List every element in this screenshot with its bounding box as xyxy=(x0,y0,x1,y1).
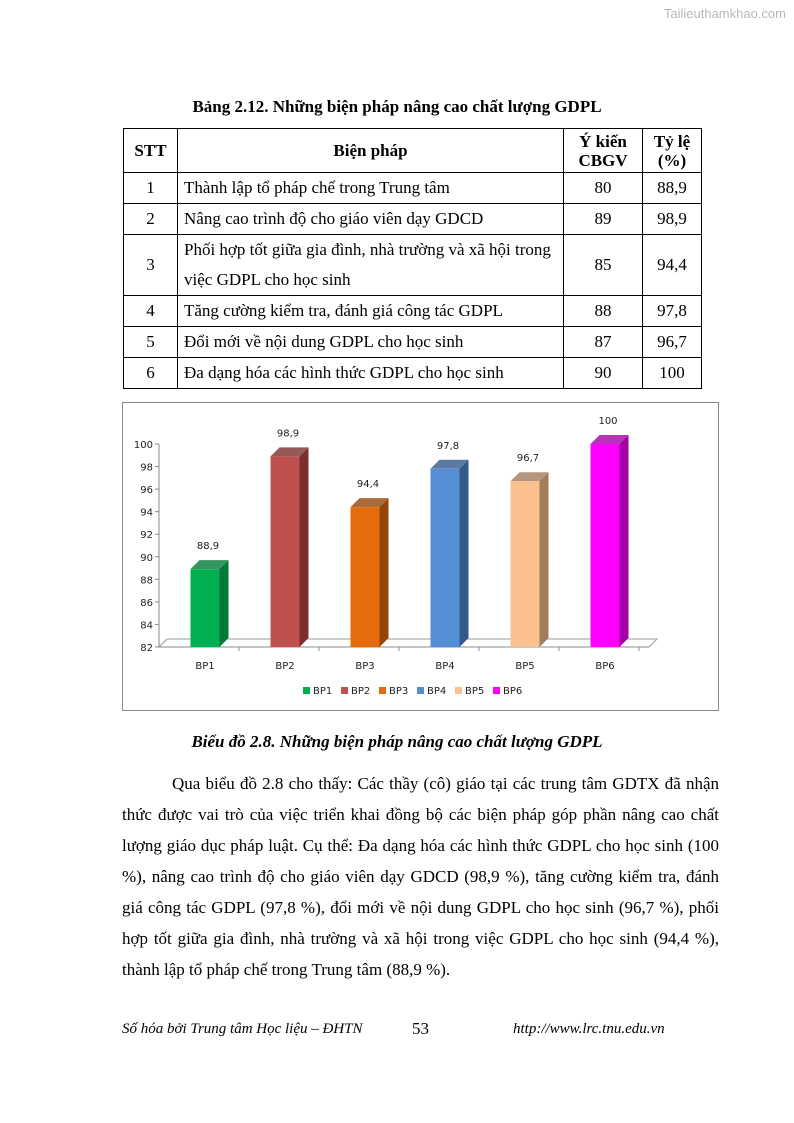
cell-measure: Đổi mới về nội dung GDPL cho học sinh xyxy=(178,327,564,358)
bar-side xyxy=(460,460,469,647)
cell-rate: 97,8 xyxy=(643,296,702,327)
cell-opinion: 85 xyxy=(564,235,643,296)
y-tick-label: 90 xyxy=(140,552,153,564)
cell-opinion: 90 xyxy=(564,358,643,389)
bar-bp5 xyxy=(511,481,540,647)
body-paragraph: Qua biểu đồ 2.8 cho thấy: Các thầy (cô) giáo tại các trung tâm GDTX đã nhận thức được vai trò của việc triển khai đồng bộ các biện pháp góp phần nâng cao chất lượng giáo dục pháp luật. Cụ thể: Đa dạng hóa các hình thức GDPL cho học sinh (100 %), nâng cao trình độ cho giáo viên dạy GDCD (98,9 %), tăng cường kiểm tra, đánh giá công tác GDPL (97,8 %), đổi mới về nội dung GDPL cho học sinh (96,7 %), phối hợp tốt giữa gia đình, nhà trường và xã hội trong việc GDPL cho học sinh (94,4 %), thành lập tổ pháp chế trong Trung tâm (88,9 %). xyxy=(122,774,719,979)
cell-stt: 5 xyxy=(124,327,178,358)
cell-measure: Nâng cao trình độ cho giáo viên dạy GDCD xyxy=(178,204,564,235)
cell-rate: 98,9 xyxy=(643,204,702,235)
cell-rate: 94,4 xyxy=(643,235,702,296)
legend-swatch xyxy=(493,687,500,694)
table-row xyxy=(124,173,702,204)
cell-rate: 96,7 xyxy=(643,327,702,358)
chart-caption: Biểu đồ 2.8. Những biện pháp nâng cao chất lượng GDPL xyxy=(191,732,603,751)
y-tick-label: 98 xyxy=(140,462,153,474)
x-tick-label: BP5 xyxy=(515,661,535,672)
data-label: 94,4 xyxy=(356,479,380,491)
legend-label: BP6 xyxy=(503,686,523,697)
cell-opinion: 80 xyxy=(564,173,643,204)
legend-label: BP1 xyxy=(313,686,333,697)
watermark: Tailieuthamkhao.com xyxy=(663,6,786,21)
cell-measure: Tăng cường kiểm tra, đánh giá công tác GDPL xyxy=(178,296,564,327)
data-label: 88,9 xyxy=(196,541,220,553)
cell-measure: Đa dạng hóa các hình thức GDPL cho học sinh xyxy=(178,358,564,389)
bar-bp2 xyxy=(271,456,300,647)
footer-url: http://www.lrc.tnu.edu.vn xyxy=(513,1021,665,1037)
cell-stt: 3 xyxy=(124,235,178,296)
bar-side xyxy=(620,435,629,647)
legend-label: BP3 xyxy=(389,686,409,697)
legend-label: BP2 xyxy=(351,686,371,697)
data-label: 100 xyxy=(598,416,618,427)
y-tick-label: 96 xyxy=(140,485,153,497)
table-row xyxy=(124,358,702,389)
bar-bp4 xyxy=(431,469,460,647)
table-row xyxy=(124,296,702,327)
bar-bp1 xyxy=(191,569,220,647)
cell-opinion: 88 xyxy=(564,296,643,327)
bar-side xyxy=(220,560,229,647)
cell-measure: Thành lập tổ pháp chế trong Trung tâm xyxy=(178,173,564,204)
page-number: 53 xyxy=(412,1019,429,1038)
table-row xyxy=(124,235,702,296)
table-title: Bảng 2.12. Những biện pháp nâng cao chất lượng GDPL xyxy=(192,97,602,116)
table-row xyxy=(124,204,702,235)
bar-side xyxy=(540,472,549,647)
y-tick-label: 94 xyxy=(140,507,153,519)
bar-side xyxy=(300,447,309,647)
legend-swatch xyxy=(303,687,310,694)
y-tick-label: 100 xyxy=(133,440,153,451)
legend-label: BP4 xyxy=(427,686,447,697)
x-tick-label: BP4 xyxy=(435,661,455,672)
bar-chart xyxy=(122,402,719,711)
cell-stt: 4 xyxy=(124,296,178,327)
legend-swatch xyxy=(341,687,348,694)
y-tick-label: 86 xyxy=(140,597,153,609)
legend-swatch xyxy=(379,687,386,694)
chart-svg xyxy=(123,403,718,710)
cell-stt: 1 xyxy=(124,173,178,204)
chart-floor xyxy=(159,639,657,647)
data-label: 97,8 xyxy=(436,440,460,452)
header-rate: Tỷ lệ (%) xyxy=(643,129,702,173)
legend-swatch xyxy=(455,687,462,694)
cell-measure: Phối hợp tốt giữa gia đình, nhà trường và xã hội trong việc GDPL cho học sinh xyxy=(178,235,564,296)
bar-side xyxy=(380,498,389,647)
data-label: 96,7 xyxy=(516,453,540,465)
data-label: 98,9 xyxy=(276,428,300,440)
header-stt: STT xyxy=(124,129,178,173)
x-tick-label: BP6 xyxy=(595,661,615,672)
x-tick-label: BP3 xyxy=(355,661,375,672)
table-row xyxy=(124,327,702,358)
y-tick-label: 82 xyxy=(140,643,153,654)
footer-source: Số hóa bởi Trung tâm Học liệu – ĐHTN xyxy=(122,1021,363,1037)
x-tick-label: BP2 xyxy=(275,661,295,672)
y-tick-label: 92 xyxy=(140,530,153,542)
cell-rate: 88,9 xyxy=(643,173,702,204)
y-tick-label: 88 xyxy=(140,575,153,587)
measures-table xyxy=(123,128,702,389)
cell-rate: 100 xyxy=(643,358,702,389)
cell-opinion: 89 xyxy=(564,204,643,235)
cell-stt: 6 xyxy=(124,358,178,389)
header-opinion: Ý kiến CBGV xyxy=(564,129,643,173)
cell-opinion: 87 xyxy=(564,327,643,358)
bar-bp3 xyxy=(351,507,380,647)
x-tick-label: BP1 xyxy=(195,661,215,672)
y-tick-label: 84 xyxy=(140,620,153,632)
legend-swatch xyxy=(417,687,424,694)
legend-label: BP5 xyxy=(465,686,485,697)
table-header-row xyxy=(124,129,702,173)
header-measure: Biện pháp xyxy=(178,129,564,173)
cell-stt: 2 xyxy=(124,204,178,235)
bar-bp6 xyxy=(591,444,620,647)
